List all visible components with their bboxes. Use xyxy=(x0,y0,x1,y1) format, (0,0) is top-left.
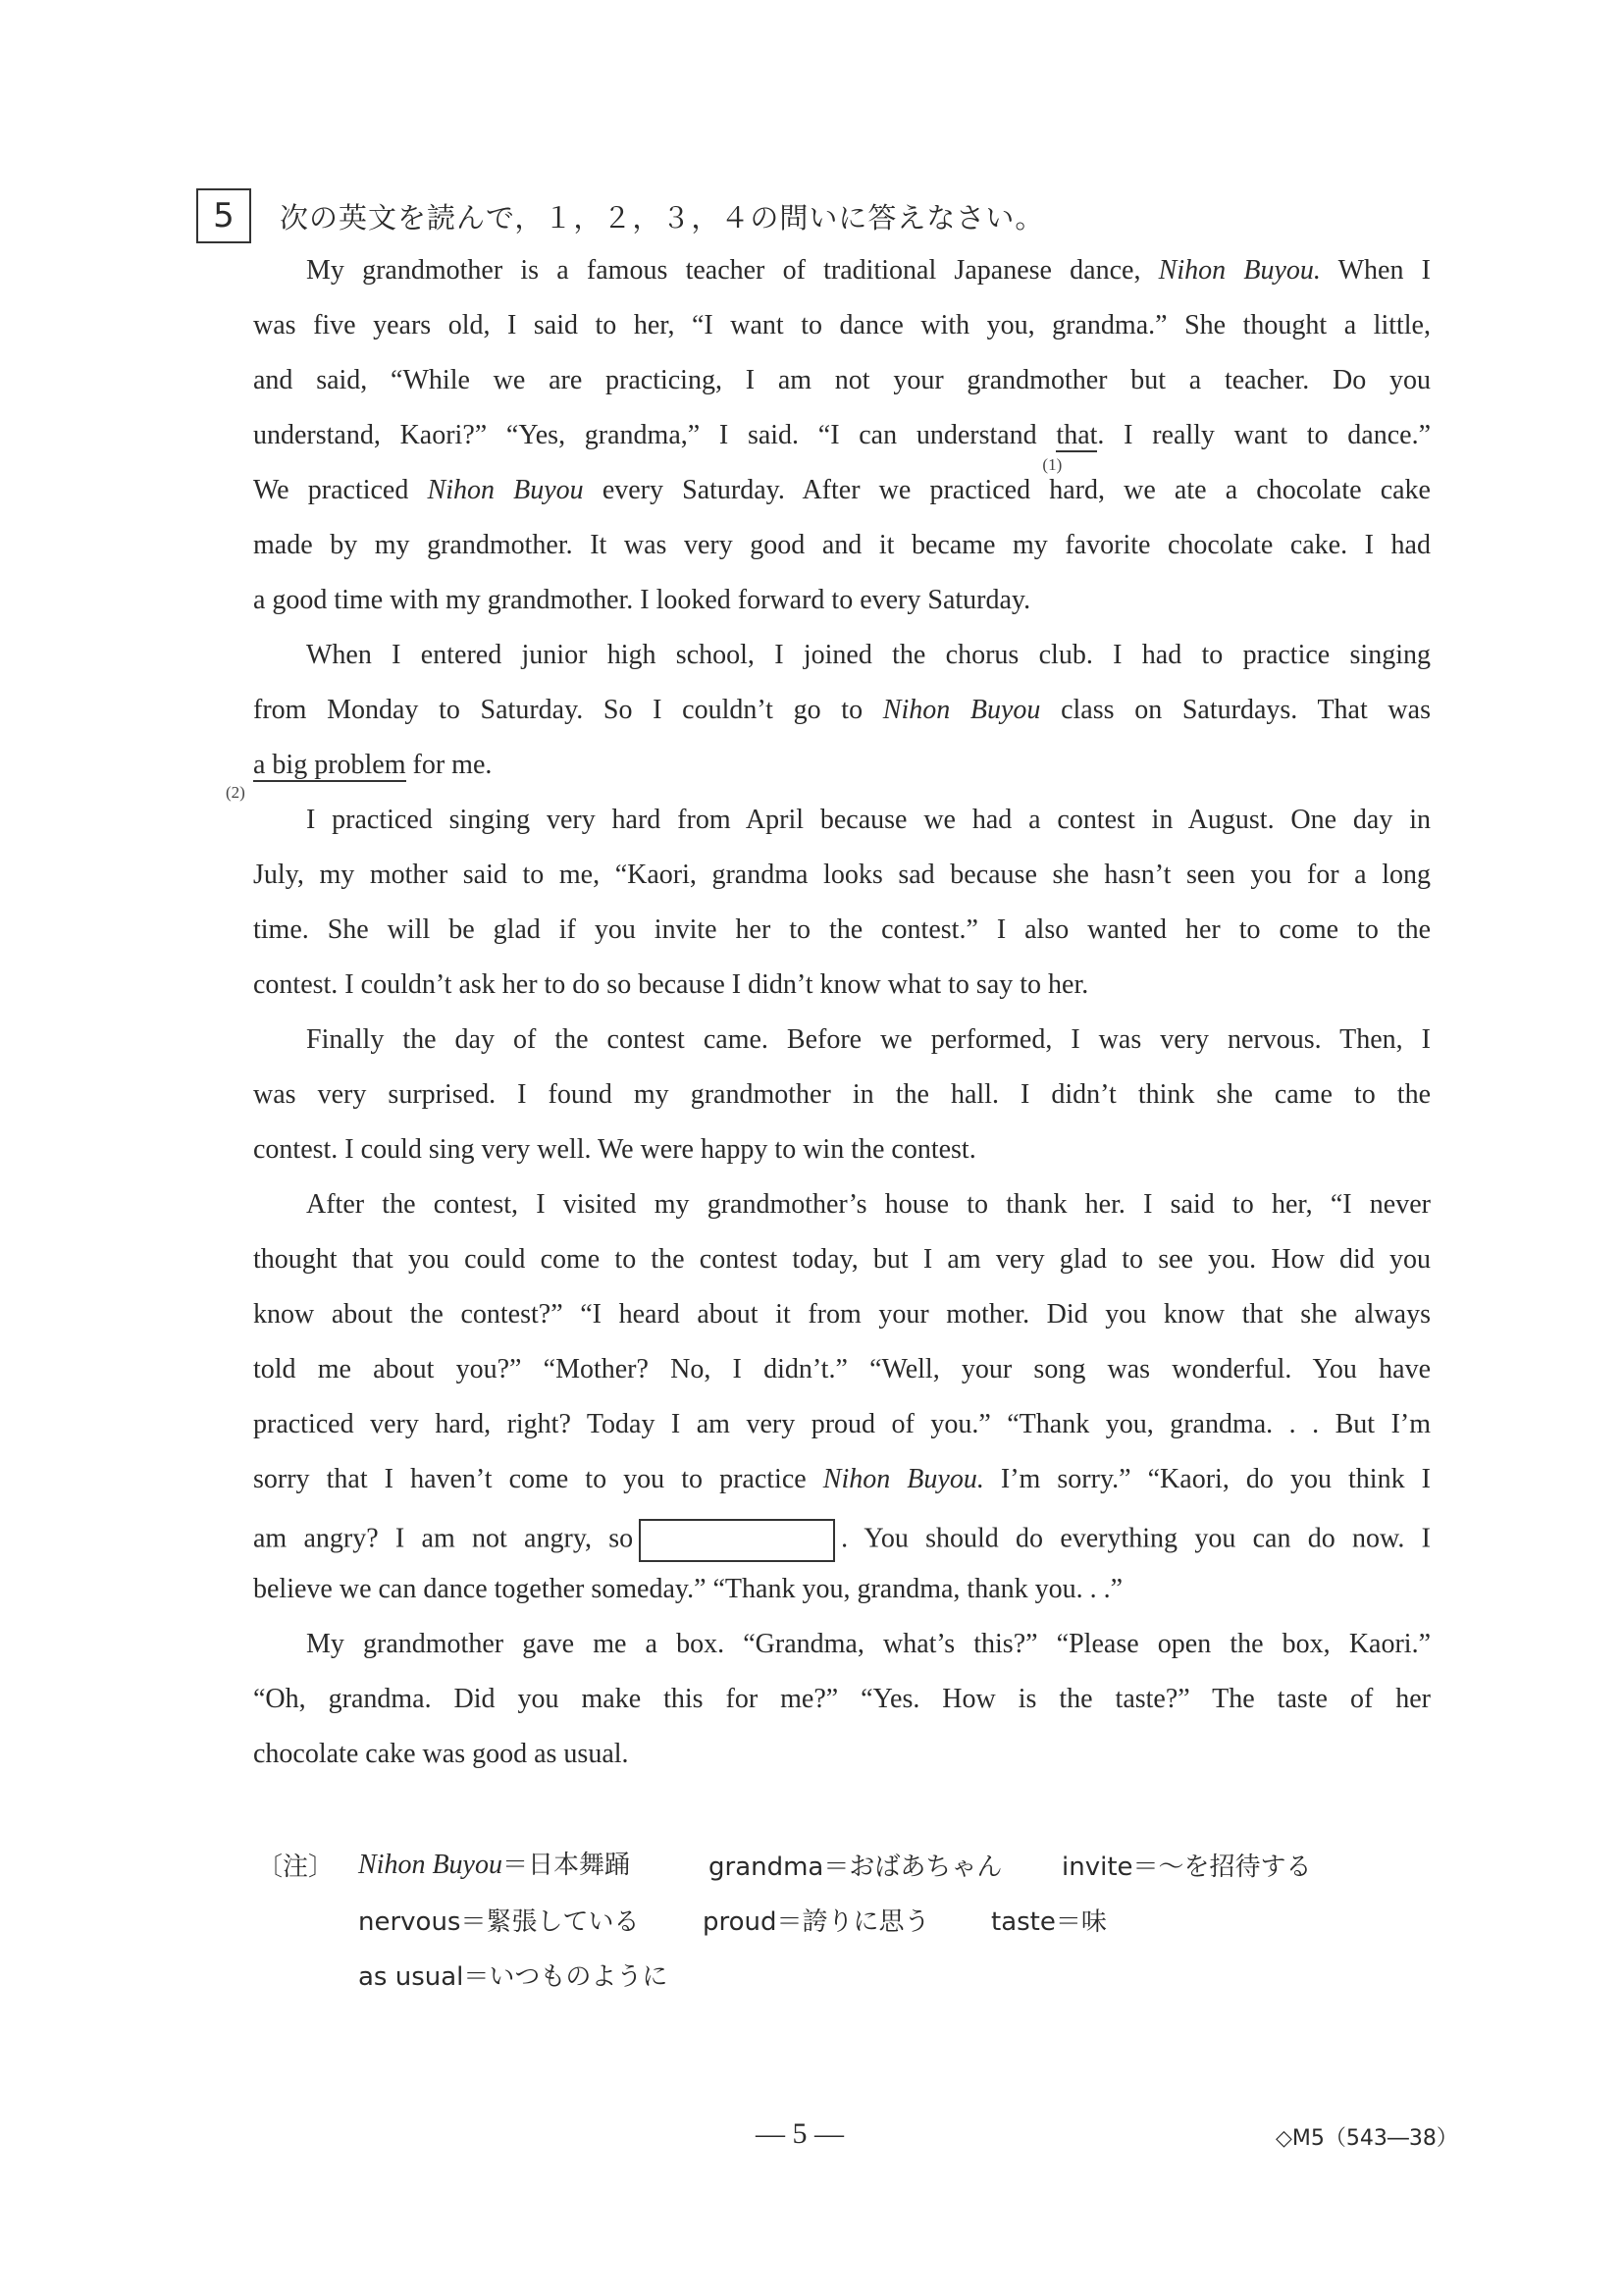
passage-line: When I entered junior high school, I joined the chorus club. I had to practice singing xyxy=(306,640,1431,670)
note-item: as usual＝いつものように xyxy=(358,1962,668,1992)
passage-line: thought that you could come to the contest today, but I am very glad to see you. How did you xyxy=(253,1244,1431,1275)
passage-line: made by my grandmother. It was very good and it became my favorite chocolate cake. I had xyxy=(253,530,1431,560)
passage-line: a good time with my grandmother. I looked forward to every Saturday. xyxy=(253,585,1031,615)
passage-line: time. She will be glad if you invite her to the contest.” I also wanted her to come to the xyxy=(253,914,1431,945)
underline-marker-2: (2) xyxy=(226,783,245,802)
passage-line: practiced very hard, right? Today I am very proud of you.” “Thank you, grandma. . . But I’m xyxy=(253,1409,1431,1439)
passage-line: chocolate cake was good as usual. xyxy=(253,1739,629,1769)
underline-1: that (1) xyxy=(1042,420,1098,474)
passage-line: July, my mother said to me, “Kaori, grandma looks sad because she hasn’t seen you for a long xyxy=(253,860,1431,890)
passage-line: After the contest, I visited my grandmother’s house to thank her. I said to her, “I never xyxy=(306,1189,1431,1220)
question-number: 5 xyxy=(196,188,251,243)
note-item: Nihon Buyou＝日本舞踊 xyxy=(358,1850,631,1880)
passage-line: My grandmother is a famous teacher of traditional Japanese dance, Nihon Buyou. When I xyxy=(306,255,1431,286)
passage-line: believe we can dance together someday.” “Thank you, grandma, thank you. . .” xyxy=(253,1574,1124,1604)
note-item: taste＝味 xyxy=(991,1907,1107,1937)
passage-line: know about the contest?” “I heard about it from your mother. Did you know that she always xyxy=(253,1299,1431,1330)
passage-line: sorry that I haven’t come to you to practice Nihon Buyou. I’m sorry.” “Kaori, do you think I xyxy=(253,1464,1431,1494)
passage-line: understand, Kaori?” “Yes, grandma,” I said. “I can understand that (1) . I really want to dance.” xyxy=(253,420,1432,474)
passage-line: from Monday to Saturday. So I couldn’t go to Nihon Buyou class on Saturdays. That was xyxy=(253,695,1431,725)
passage-line: contest. I could sing very well. We were happy to win the contest. xyxy=(253,1134,976,1165)
note-item: proud＝誇りに思う xyxy=(703,1907,930,1937)
passage-line: My grandmother gave me a box. “Grandma, what’s this?” “Please open the box, Kaori.” xyxy=(306,1629,1431,1659)
passage-line: a big problem (2) for me. xyxy=(226,750,493,802)
page-number: ― 5 ― xyxy=(756,2117,844,2150)
notes-label: 〔注〕 xyxy=(257,1852,335,1882)
passage-line: was five years old, I said to her, “I want to dance with you, grandma.” She thought a little, xyxy=(253,310,1431,340)
passage-line: am angry? I am not angry, so . You should do everything you can do now. I xyxy=(253,1519,1431,1562)
underline-2: a big problem (2) xyxy=(226,750,406,802)
passage-line: Finally the day of the contest came. Before we performed, I was very nervous. Then, I xyxy=(306,1024,1431,1055)
underline-marker-1: (1) xyxy=(1042,455,1063,474)
passage-line: was very surprised. I found my grandmother in the hall. I didn’t think she came to the xyxy=(253,1079,1431,1110)
passage-line: “Oh, grandma. Did you make this for me?” “Yes. How is the taste?” The taste of her xyxy=(253,1684,1431,1714)
passage-line: and said, “While we are practicing, I am not your grandmother but a teacher. Do you xyxy=(253,365,1431,395)
passage-line: We practiced Nihon Buyou every Saturday. After we practiced hard, we ate a chocolate cake xyxy=(253,475,1431,505)
note-item: nervous＝緊張している xyxy=(358,1907,640,1937)
passage-line: told me about you?” “Mother? No, I didn’t.” “Well, your song was wonderful. You have xyxy=(253,1354,1431,1384)
question-instruction: 次の英文を読んで，１，２，３，４の問いに答えなさい。 xyxy=(280,201,1045,235)
document-code: ◇M5（543―38） xyxy=(1276,2126,1458,2151)
answer-blank-box xyxy=(639,1519,835,1562)
note-item: grandma＝おばあちゃん xyxy=(708,1852,1003,1882)
note-item: invite＝～を招待する xyxy=(1062,1852,1312,1882)
passage-line: contest. I couldn’t ask her to do so because I didn’t know what to say to her. xyxy=(253,969,1089,1000)
passage-line: I practiced singing very hard from April because we had a contest in August. One day in xyxy=(306,805,1431,835)
